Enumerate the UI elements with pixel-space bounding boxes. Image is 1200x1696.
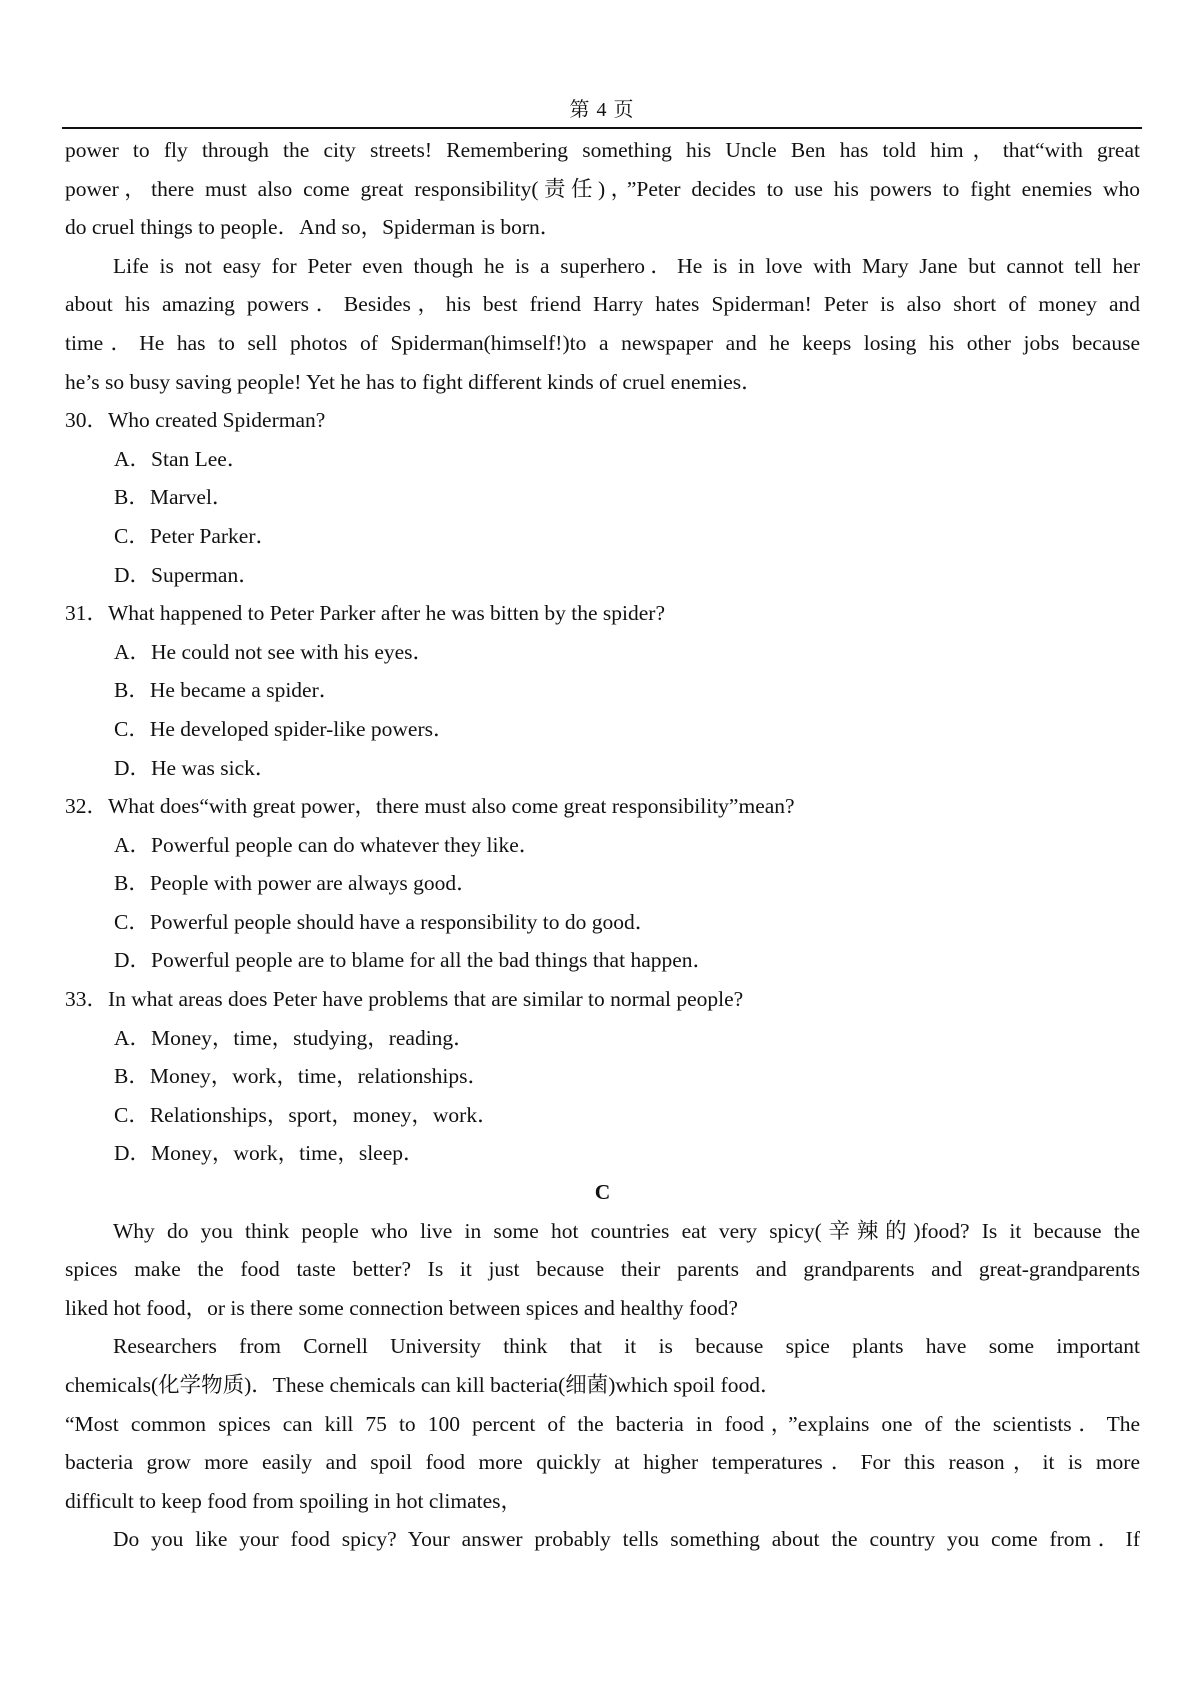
question-stem: 30．Who created Spiderman?	[65, 408, 326, 433]
passage-b-line: he’s so busy saving people! Yet he has to fight different kinds of cruel enemies．	[65, 369, 763, 394]
header-rule	[62, 127, 1142, 129]
passage-c-line: difficult to keep food from spoiling in hot climates，	[65, 1488, 523, 1513]
question-30	[65, 401, 1140, 594]
passage-c-line: liked hot food，or is there some connection between spices and healthy food?	[65, 1295, 738, 1320]
question-stem: 32．What does“with great power，there must also come great responsibility”mean?	[65, 794, 795, 819]
answer-option: D．Money，work，time，sleep．	[114, 1141, 425, 1166]
answer-option: D．He was sick．	[114, 755, 277, 780]
answer-option: A．Money，time，studying，reading．	[114, 1025, 475, 1050]
passage-b-line: about his amazing powers．Besides，his best friend Harry hates Spiderman! Peter is also short of money and	[65, 292, 1140, 317]
question-33	[65, 980, 1140, 1173]
passage-c-line: chemicals(化学物质)．These chemicals can kill bacteria(细菌)which spoil food．	[65, 1373, 782, 1397]
passage-b-line: power to fly through the city streets! Remembering something his Uncle Ben has told him，that“with great	[65, 138, 1140, 162]
passage-b-line: power，there must also come great responsibility(责任)，”Peter decides to use his powers to fight enemies who	[65, 176, 1140, 201]
page-content	[65, 131, 1140, 1559]
answer-option: C．Relationships，sport，money，work．	[114, 1102, 499, 1127]
answer-option: B．He became a spider．	[114, 678, 341, 703]
question-stem: 33．In what areas does Peter have problems that are similar to normal people?	[65, 987, 744, 1012]
passage-c-line: “Most common spices can kill 75 to 100 percent of the bacteria in food，”explains one of the scientists．The	[65, 1411, 1140, 1436]
passage-c-line: spices make the food taste better? Is it just because their parents and grandparents and great-grandparents	[65, 1257, 1140, 1282]
answer-option: C．Powerful people should have a responsibility to do good．	[114, 909, 657, 934]
answer-option: A．Powerful people can do whatever they like．	[114, 832, 541, 857]
section-heading: C	[594, 1180, 611, 1205]
answer-option: B．Money，work，time，relationships．	[114, 1064, 490, 1089]
question-31	[65, 594, 1140, 787]
answer-option: B．People with power are always good．	[114, 871, 478, 896]
question-32	[65, 787, 1140, 980]
passage-b-line: Life is not easy for Peter even though he is a superhero．He is in love with Mary Jane but cannot tell her	[113, 253, 1140, 278]
answer-option: A．Stan Lee．	[114, 446, 249, 471]
passage-c-line: Why do you think people who live in some hot countries eat very spicy(辛辣的)food? Is it because the	[113, 1218, 1140, 1243]
passage-b-line: time．He has to sell photos of Spiderman(himself!)to a newspaper and he keeps losing his other jobs because	[65, 330, 1140, 355]
passage-c-line: Do you like your food spicy? Your answer probably tells something about the country you come from．If	[113, 1527, 1140, 1552]
answer-option: C．Peter Parker．	[114, 523, 278, 548]
answer-option: A．He could not see with his eyes．	[114, 639, 435, 664]
passage-c-line: bacteria grow more easily and spoil food more quickly at higher temperatures．For this reason，it is more	[65, 1450, 1140, 1475]
answer-option: C．He developed spider-like powers．	[114, 716, 455, 741]
page-header: 第 4 页	[569, 99, 635, 121]
answer-option: D．Superman．	[114, 562, 260, 587]
passage-b-line: do cruel things to people．And so，Spiderman is born．	[65, 215, 562, 240]
answer-option: B．Marvel．	[114, 485, 234, 510]
question-stem: 31．What happened to Peter Parker after he was bitten by the spider?	[65, 601, 665, 626]
answer-option: D．Powerful people are to blame for all the bad things that happen．	[114, 948, 715, 973]
passage-c-line: Researchers from Cornell University think that it is because spice plants have some important	[113, 1334, 1140, 1359]
